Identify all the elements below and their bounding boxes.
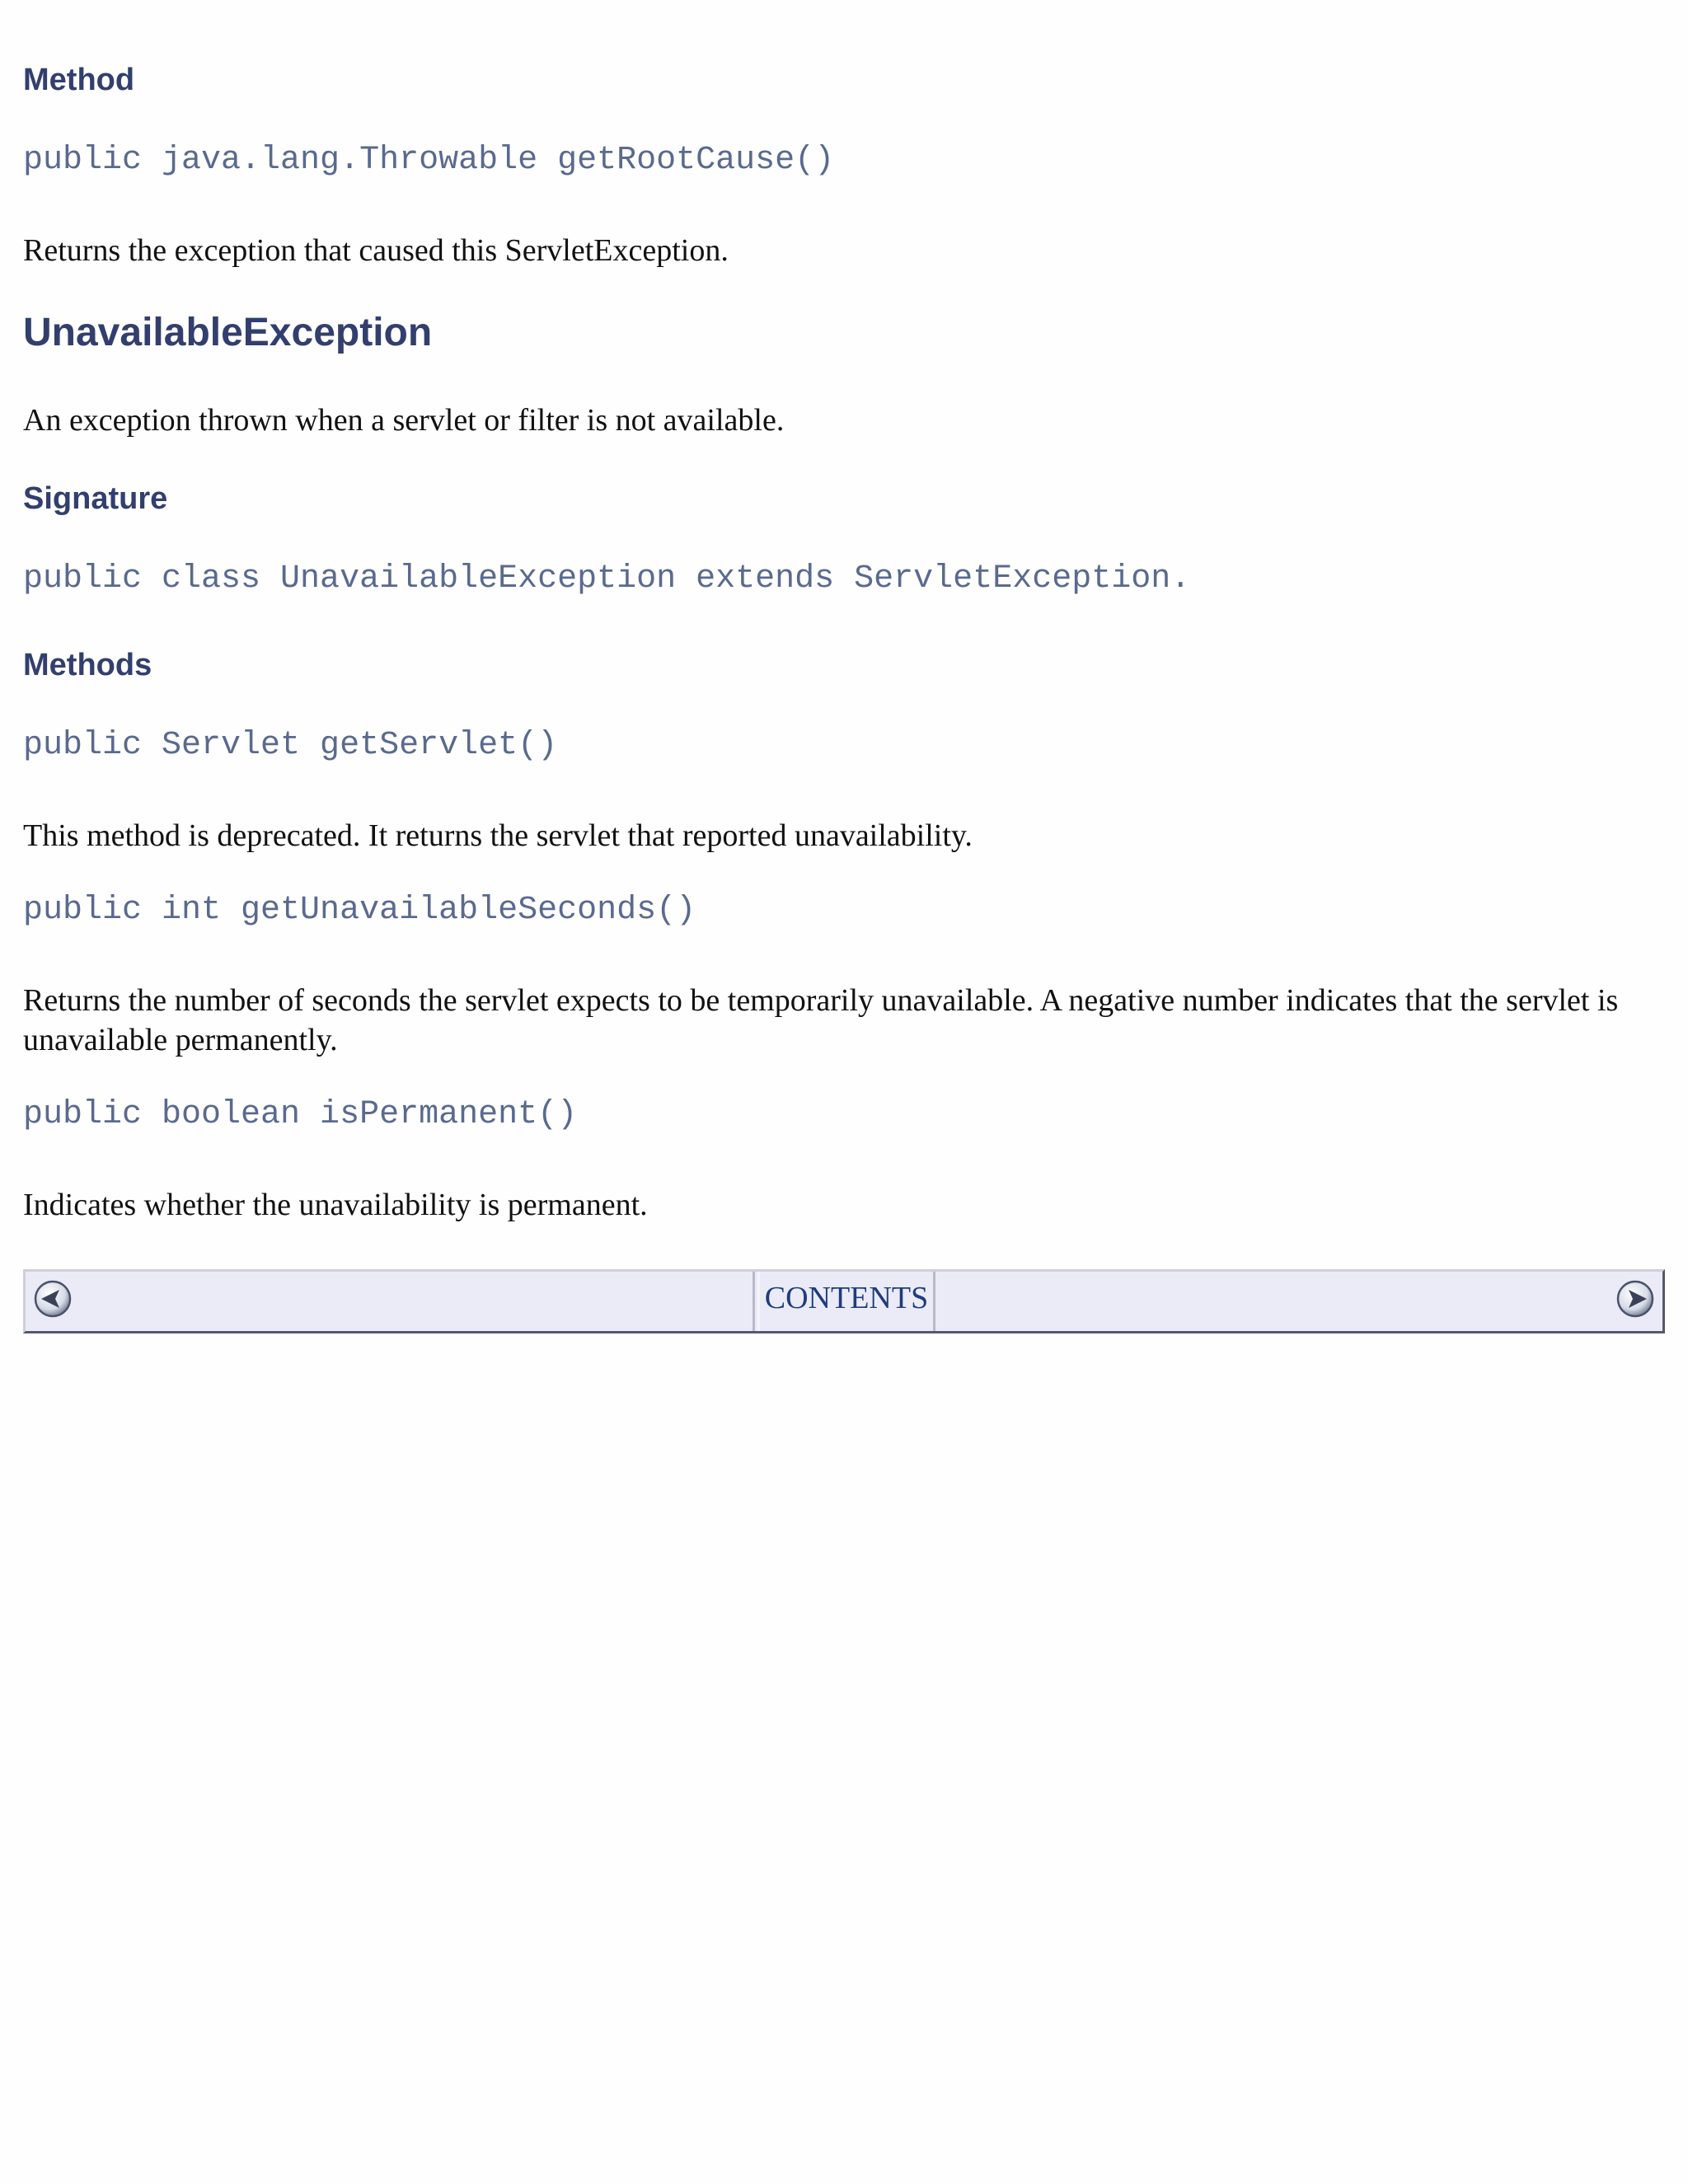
signature-heading: Signature xyxy=(23,481,168,516)
arrow-left-circle-icon xyxy=(32,1278,73,1319)
contents-link[interactable]: CONTENTS xyxy=(764,1281,929,1315)
class-signature: public class UnavailableException extends ServletException. xyxy=(23,560,1191,598)
ispermanent-description: Indicates whether the unavailability is permanent. xyxy=(23,1188,648,1222)
getservlet-signature: public Servlet getServlet() xyxy=(23,727,558,764)
nav-left-cell xyxy=(26,1272,755,1331)
getunavailableseconds-description: Returns the number of seconds the servlet expects to be temporarily unavailable. A negative number indicates that the servlet is unavailable permanently. xyxy=(23,983,1619,1057)
next-page-button[interactable] xyxy=(1615,1278,1656,1319)
getrootcause-description: Returns the exception that caused this ServletException. xyxy=(23,233,729,268)
getunavailableseconds-signature: public int getUnavailableSeconds() xyxy=(23,892,696,929)
getservlet-description: This method is deprecated. It returns the servlet that reported unavailability. xyxy=(23,818,973,853)
unavailableexception-title: UnavailableException xyxy=(23,311,433,354)
nav-contents-cell xyxy=(757,1272,935,1331)
ispermanent-signature: public boolean isPermanent() xyxy=(23,1096,578,1133)
method-heading: Method xyxy=(23,63,135,97)
navigation-bar xyxy=(23,1269,1665,1333)
unavailableexception-description: An exception thrown when a servlet or filter is not available. xyxy=(23,403,785,438)
previous-page-button[interactable] xyxy=(32,1278,73,1319)
methods-heading: Methods xyxy=(23,648,152,682)
arrow-right-circle-icon xyxy=(1615,1278,1656,1319)
getrootcause-signature: public java.lang.Throwable getRootCause() xyxy=(23,142,835,179)
